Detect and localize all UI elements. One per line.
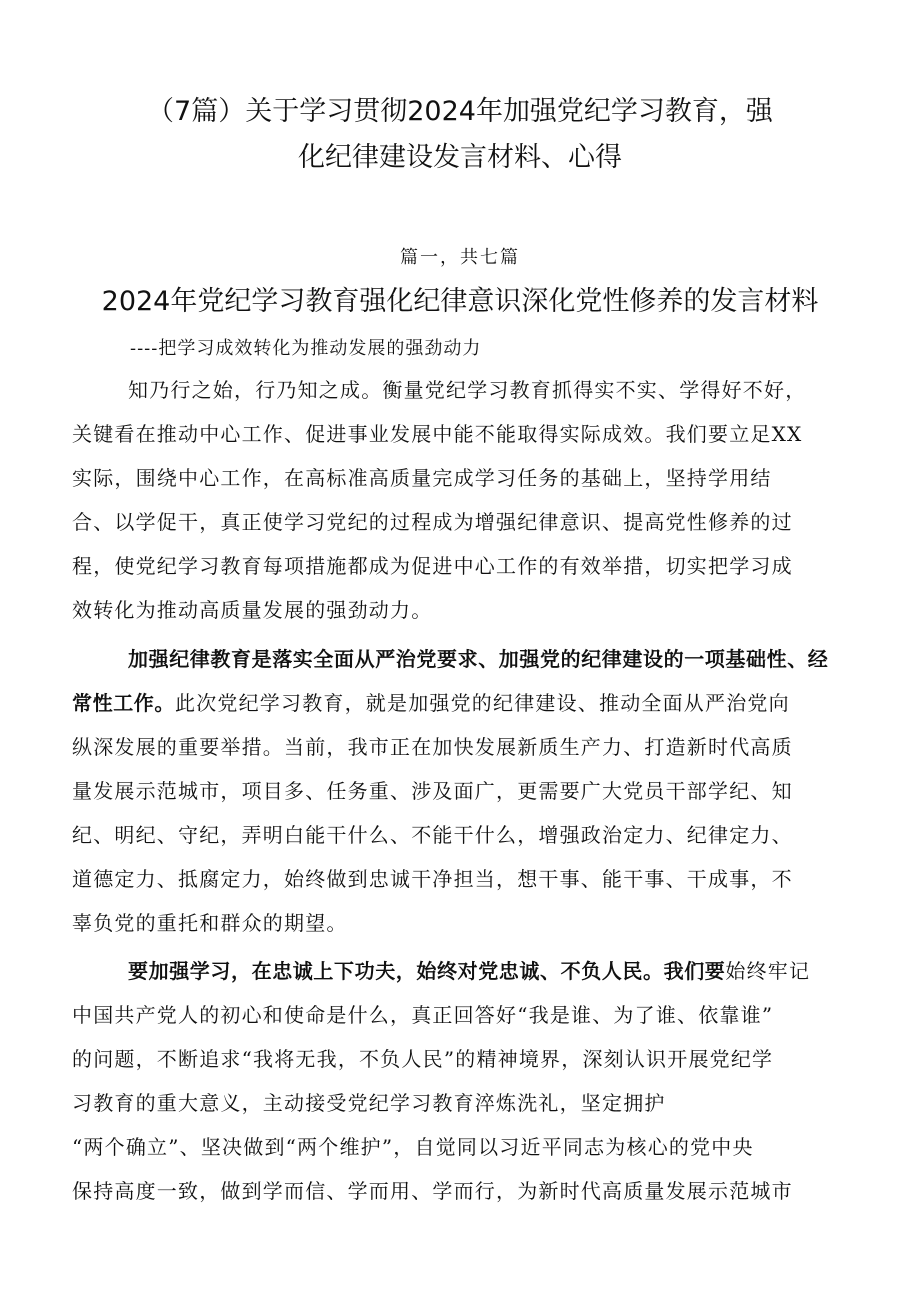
paragraph-3-lead: 要加强学习，在忠诚上下功夫，始终对党忠诚、不负人民。我们要 bbox=[128, 959, 726, 983]
paragraph-1-line: 关键看在推动中心工作、促进事业发展中能不能取得实际成效。我们要立足XX bbox=[72, 422, 803, 446]
paragraph-1-line: 效转化为推动高质量发展的强劲动力。 bbox=[72, 598, 433, 622]
paragraph-2-line: 量发展示范城市，项目多、任务重、涉及面广，更需要广大党员干部学纪、知 bbox=[72, 779, 793, 803]
paragraph-3-line: 的问题，不断追求“我将无我，不负人民”的精神境界，深刻认识开展党纪学 bbox=[72, 1047, 774, 1071]
paragraph-1-line: 知乃行之始，行乃知之成。衡量党纪学习教育抓得实不实、学得好不好， bbox=[128, 378, 807, 402]
paragraph-2-line-rest: 此次党纪学习教育，就是加强党的纪律建设、推动全面从严治党向 bbox=[175, 691, 790, 715]
paragraph-2-line: 纵深发展的重要举措。当前，我市正在加快发展新质生产力、打造新时代高质 bbox=[72, 735, 793, 759]
paragraph-1-line: 合、以学促干，真正使学习党纪的过程成为增强纪律意识、提高党性修养的过 bbox=[72, 510, 793, 534]
paragraph-3-line bbox=[128, 955, 862, 987]
speech-title: 2024年党纪学习教育强化纪律意识深化党性修养的发言材料 bbox=[101, 286, 819, 317]
paragraph-3-line: 习教育的重大意义，主动接受党纪学习教育淬炼洗礼，坚定拥护 bbox=[72, 1091, 666, 1115]
paragraph-2-line bbox=[72, 687, 862, 719]
paragraph-1-line: 实际，围绕中心工作，在高标准高质量完成学习任务的基础上，坚持学用结 bbox=[72, 466, 772, 490]
paragraph-2-lead-end: 常性工作。 bbox=[72, 691, 175, 715]
subtitle: ----把学习成效转化为推动发展的强劲动力 bbox=[130, 338, 482, 359]
paragraph-2-line: 辜负党的重托和群众的期望。 bbox=[72, 911, 348, 935]
paragraph-2-lead: 加强纪律教育是落实全面从严治党要求、加强党的纪律建设的一项基础性、经 bbox=[128, 647, 829, 671]
paragraph-2-line: 纪、明纪、守纪，弄明白能干什么、不能干什么，增强政治定力、纪律定力、 bbox=[72, 823, 793, 847]
paragraph-2-line: 道德定力、抵腐定力，始终做到忠诚干净担当，想干事、能干事、干成事，不 bbox=[72, 867, 793, 891]
paragraph-3-line-rest: 始终牢记 bbox=[725, 959, 811, 983]
paragraph-1-line: 程，使党纪学习教育每项措施都成为促进中心工作的有效举措，切实把学习成 bbox=[72, 554, 793, 578]
paragraph-3-line: 保持高度一致，做到学而信、学而用、学而行，为新时代高质量发展示范城市 bbox=[72, 1179, 793, 1203]
section-label: 篇一，共七篇 bbox=[400, 247, 520, 268]
paragraph-3-line: 中国共产党人的初心和使命是什么，真正回答好“我是谁、为了谁、依靠谁” bbox=[72, 1003, 774, 1027]
document-title-line-1: （7篇）关于学习贯彻2024年加强党纪学习教育，强 bbox=[147, 96, 773, 127]
paragraph-3-line: “两个确立”、坚决做到“两个维护”，自觉同以习近平同志为核心的党中央 bbox=[72, 1135, 754, 1159]
document-title-line-2: 化纪律建设发言材料、心得 bbox=[298, 142, 622, 173]
